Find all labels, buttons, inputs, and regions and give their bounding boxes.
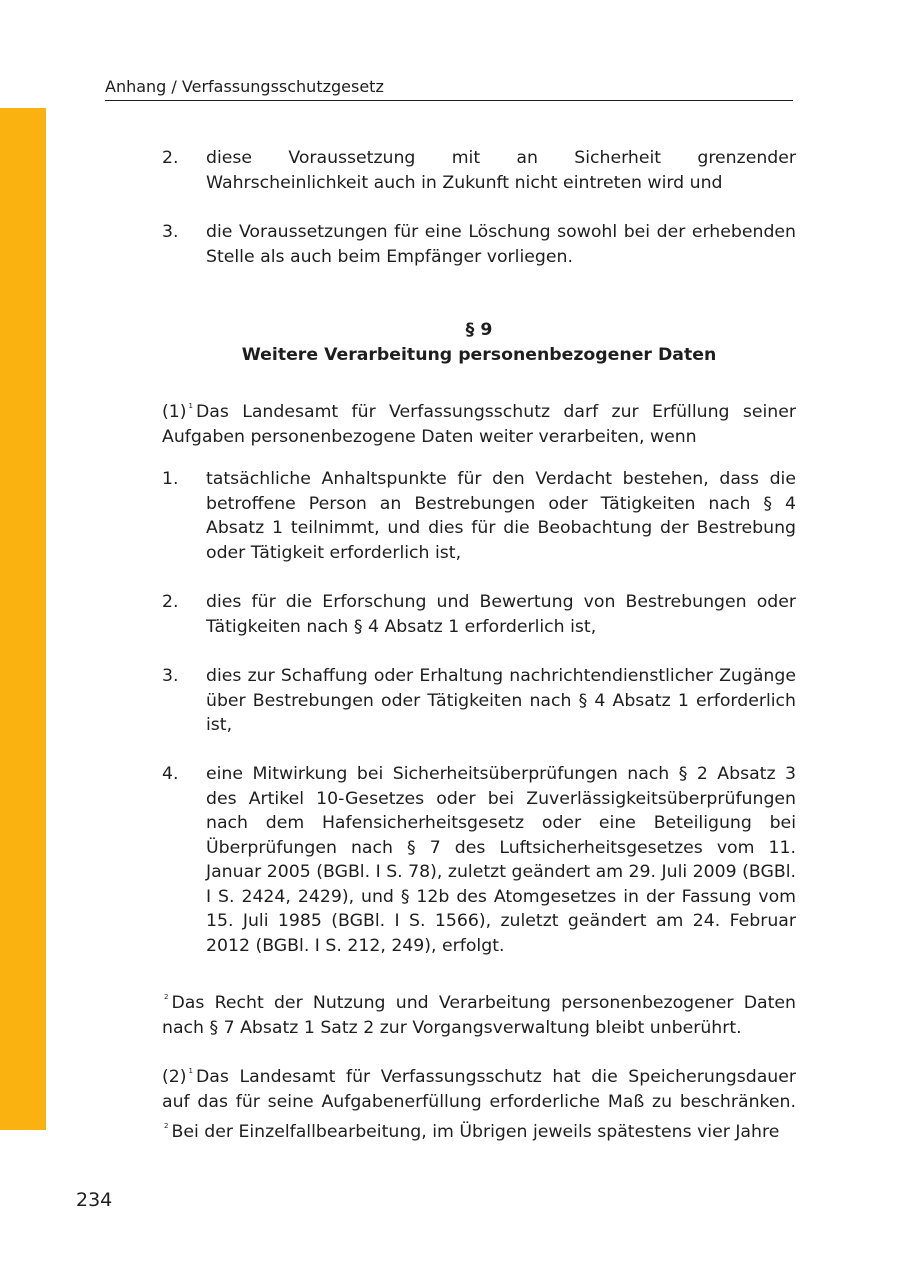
list-item bbox=[162, 220, 796, 269]
sentence-number: 2 bbox=[164, 1122, 169, 1130]
list-item-number: 4. bbox=[162, 764, 179, 784]
list-item-number: 2. bbox=[162, 592, 179, 612]
paragraph-1 bbox=[162, 394, 796, 449]
paragraph-text: Das Recht der Nutzung und Verarbeitung personenbezogener Daten nach § 7 Absatz 1 Satz 2 zur Vorgangsverwaltung bleibt unberührt. bbox=[162, 993, 796, 1038]
list-item-number: 3. bbox=[162, 222, 179, 242]
page-number: 234 bbox=[76, 1189, 113, 1211]
paragraph-text: Das Landesamt für Verfassungsschutz hat die Speicherungsdauer auf das für seine Aufgabenerfüllung erforderliche Maß zu beschränken. bbox=[162, 1067, 796, 1112]
sentence-number: 1 bbox=[188, 402, 193, 410]
paragraph-label: (2) bbox=[162, 1067, 187, 1087]
paragraph-text: Bei der Einzelfallbearbeitung, im Übrigen jeweils spätestens vier Jahre bbox=[171, 1122, 780, 1142]
section-number: § 9 bbox=[465, 320, 493, 340]
paragraph-label: (1) bbox=[162, 402, 187, 422]
color-tab-bar bbox=[0, 108, 46, 1130]
list-item-number: 2. bbox=[162, 148, 179, 168]
list-item-number: 3. bbox=[162, 666, 179, 686]
list-item-text: tatsächliche Anhaltspunkte für den Verdacht bestehen, dass die betroffene Person an Bestrebungen oder Tätigkeiten nach § 4 Absatz 1 teilnimmt, und dies für die Beobachtung der Bestrebung oder Tätigkeit erforderlich ist, bbox=[206, 469, 796, 563]
list-item-text: die Voraussetzungen für eine Löschung sowohl bei der erhebenden Stelle als auch beim Empfänger vorliegen. bbox=[206, 222, 796, 267]
paragraph-text: Das Landesamt für Verfassungsschutz darf zur Erfüllung seiner Aufgaben personenbezogene Daten weiter verarbeiten, wenn bbox=[162, 402, 796, 447]
list-item bbox=[162, 590, 796, 639]
sentence-number: 1 bbox=[188, 1067, 193, 1075]
paragraph-1-sentence-2 bbox=[162, 985, 796, 1040]
list-item bbox=[162, 146, 796, 195]
list-item bbox=[162, 664, 796, 738]
list-item-text: diese Voraussetzung mit an Sicherheit grenzender Wahrscheinlichkeit auch in Zukunft nicht eintreten wird und bbox=[206, 148, 796, 193]
running-head: Anhang / Verfassungsschutzgesetz bbox=[105, 76, 793, 101]
section-title: Weitere Verarbeitung personenbezogener Daten bbox=[241, 345, 717, 365]
paragraph-2 bbox=[162, 1059, 796, 1145]
list-item bbox=[162, 467, 796, 565]
sentence-number: 2 bbox=[164, 993, 169, 1001]
list-item bbox=[162, 762, 796, 958]
list-item-number: 1. bbox=[162, 469, 179, 489]
list-item-text: dies zur Schaffung oder Erhaltung nachrichtendienstlicher Zugänge über Bestrebungen oder Tätigkeiten nach § 4 Absatz 1 erforderlich ist, bbox=[206, 666, 796, 735]
list-item-text: eine Mitwirkung bei Sicherheitsüberprüfungen nach § 2 Absatz 3 des Artikel 10-Gesetzes oder bei Zuverlässigkeitsüberprüfungen nach dem Hafensicherheitsgesetz oder eine Beteiligung bei Überprüfungen nach § 7 des Luftsicherheitsgesetzes vom 11. Januar 2005 (BGBl. I S. 78), zuletzt geändert am 29. Juli 2009 (BGBl. I S. 2424, 2429), und § 12b des Atomgesetzes in der Fassung vom 15. Juli 1985 (BGBl. I S. 1566), zuletzt geändert am 24. Februar 2012 (BGBl. I S. 212, 249), erfolgt. bbox=[206, 764, 796, 956]
list-item-text: dies für die Erforschung und Bewertung von Bestrebungen oder Tätigkeiten nach § 4 Absatz 1 erforderlich ist, bbox=[206, 592, 796, 637]
